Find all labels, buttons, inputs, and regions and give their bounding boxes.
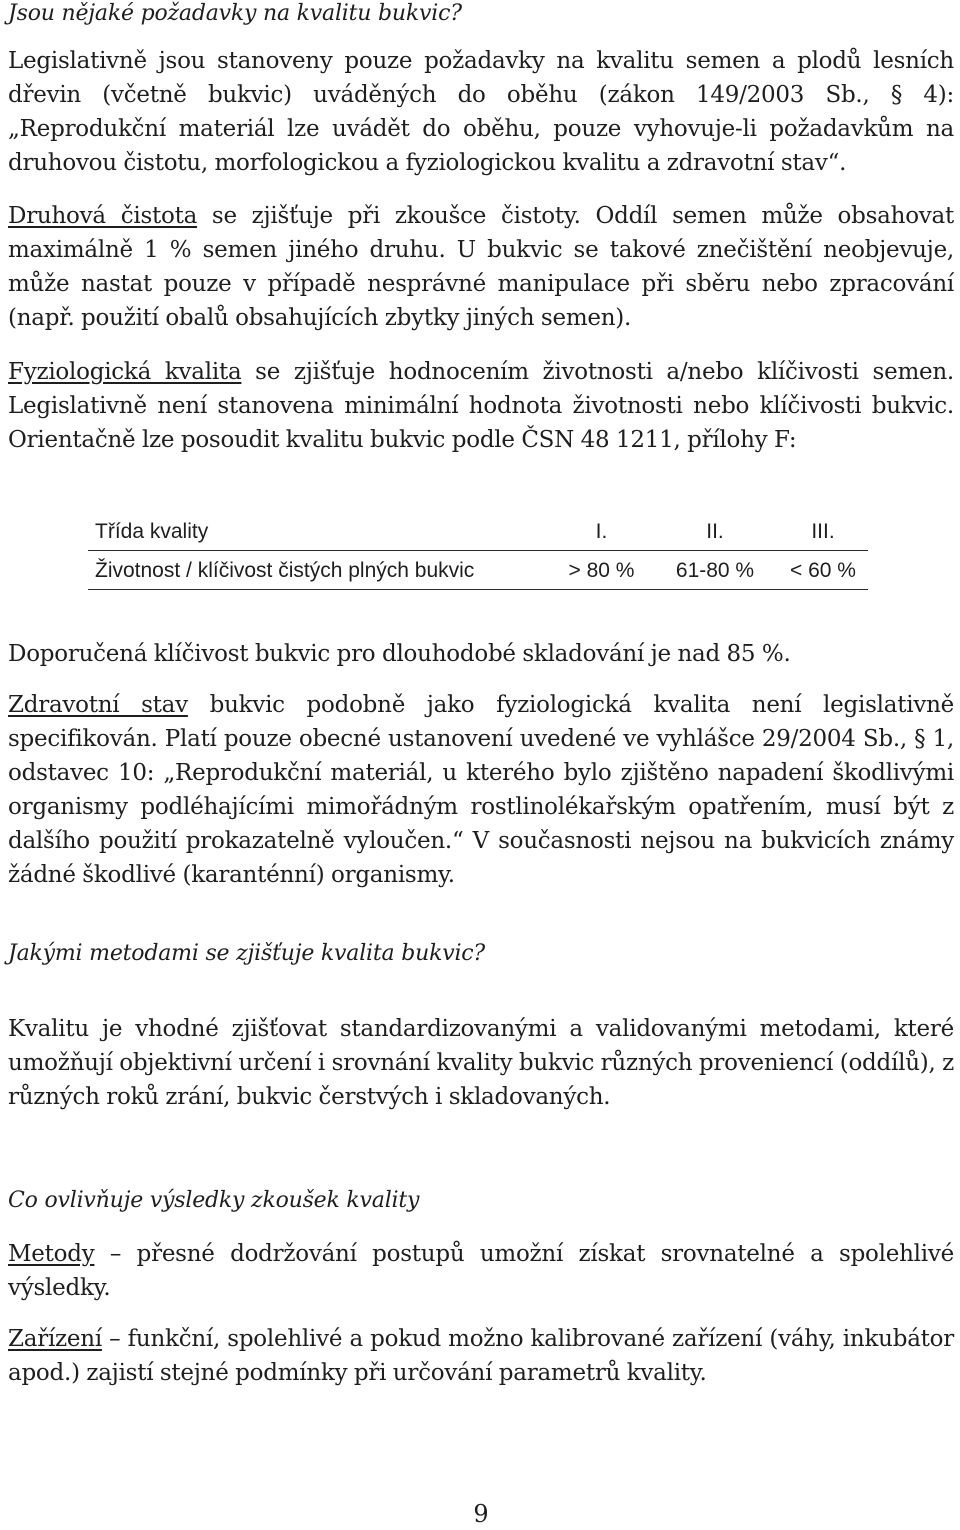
species-purity-text: se zjišťuje při zkoušce čistoty. Oddíl semen může obsahovat maximálně 1 % semen jiného druhu. U bukvic se takové znečištění neobjevuje, může nastat pouze v případě nesprávné manipulace při sběru nebo zpracování (např. použití obalů obsahujících zbytky jiných semen). [8,203,955,331]
question-quality-requirements: Jsou nějaké požadavky na kvalitu bukvic? [8,1,462,26]
question-test-results: Co ovlivňuje výsledky zkoušek kvality [8,1188,420,1213]
term-species-purity: Druhová čistota [8,203,198,229]
table-row [88,551,868,589]
term-physiological-quality: Fyziologická kvalita [8,359,242,385]
header-class-2: II. [706,520,724,543]
table-header-row [88,512,868,550]
row-label: Životnost / klíčivost čistých plných bukvic [95,559,475,582]
methods-text: – přesné dodržování postupů umožní získat srovnatelné a spolehlivé výsledky. [8,1241,954,1301]
term-methods: Metody [8,1241,95,1267]
quality-class-table [88,512,868,590]
equipment-text: – funkční, spolehlivé a pokud možno kalibrované zařízení (váhy, inkubátor apod.) zajistí stejné podmínky při určování parametrů kvality. [8,1326,954,1386]
header-quality-class: Třída kvality [95,520,209,543]
item-methods [8,1237,954,1305]
cell-class-1: > 80 % [568,559,635,582]
question-methods: Jakými metodami se zjišťuje kvalita bukvic? [8,941,485,966]
paragraph-legislation: Legislativně jsou stanoveny pouze požadavky na kvalitu semen a plodů lesních dřevin (včetně bukvic) uváděných do oběhu (zákon 149/2003 Sb., § 4): „Reprodukční materiál lze uvádět do oběhu, pouze vyhovuje-li požadavkům na druhovou čistotu, morfologickou a fyziologickou kvalitu a zdravotní stav“. [8,48,954,176]
paragraph-methods: Kvalitu je vhodné zjišťovat standardizovanými a validovanými metodami, které umožňují objektivní určení i srovnání kvality bukvic různých proveniencí (oddílů), z různých roků zrání, bukvic čerstvých i skladovaných. [8,1016,954,1110]
page-number: 9 [473,1500,489,1528]
cell-class-2: 61-80 % [675,559,755,582]
paragraph-health-status [8,688,954,892]
term-health-status: Zdravotní stav [8,692,188,718]
paragraph-recommended-germination: Doporučená klíčivost bukvic pro dlouhodobé skladování je nad 85 %. [8,641,791,667]
paragraph-species-purity [8,199,954,335]
health-status-text: bukvic podobně jako fyziologická kvalita není legislativně specifikován. Platí pouze obecné ustanovení uvedené ve vyhlášce 29/2004 Sb., § 1, odstavec 10: „Reprodukční materiál, u kterého bylo zjištěno napadení škodlivými organismy podléhajícími mimořádným rostlinolékařským opatřením, musí být z dalšího použití prokazatelně vyloučen.“ V současnosti nejsou na bukvicích známy žádné škodlivé (karanténní) organismy. [8,692,954,888]
header-class-3: III. [811,520,835,543]
paragraph-physiological-quality [8,355,954,457]
physiological-quality-text: se zjišťuje hodnocením životnosti a/nebo klíčivosti semen. Legislativně není stanovena minimální hodnota životnosti nebo klíčivosti bukvic. Orientačně lze posoudit kvalitu bukvic podle ČSN 48 1211, přílohy F: [8,359,954,453]
item-equipment [8,1322,954,1390]
header-class-1: I. [595,520,608,543]
cell-class-3: < 60 % [790,559,856,582]
table-bottom-rule [88,589,868,590]
term-equipment: Zařízení [8,1326,102,1352]
